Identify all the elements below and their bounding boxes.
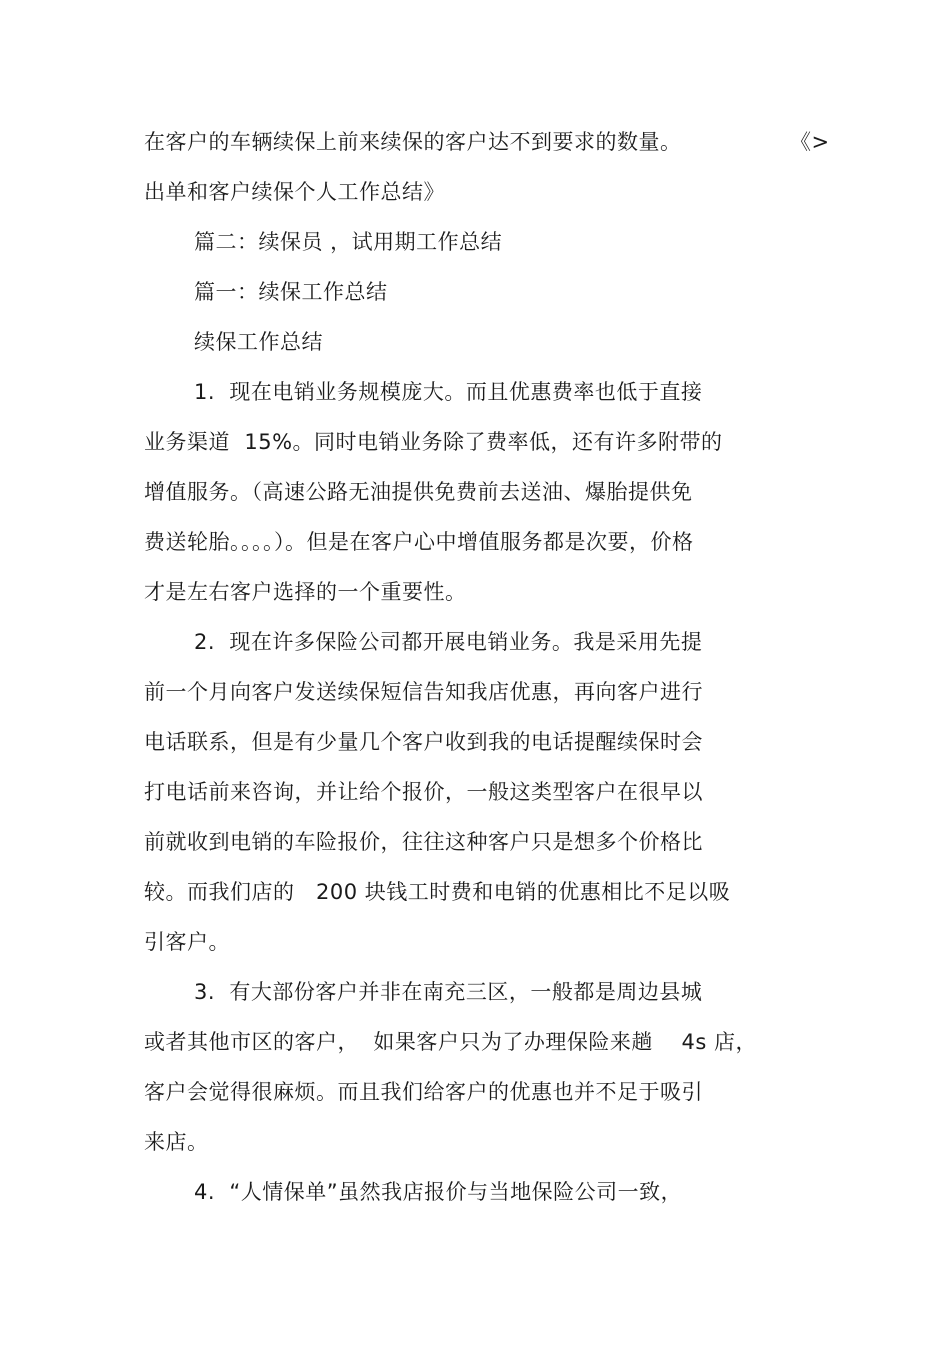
paragraph-line: 或者其他市区的客户， 如果客户只为了办理保险来趟 4s 店， xyxy=(144,1030,758,1054)
paragraph-line: 来店。 xyxy=(144,1130,209,1154)
section-heading: 续保工作总结 xyxy=(194,330,323,354)
section-heading: 篇一：续保工作总结 xyxy=(194,280,388,304)
text-line: 出单和客户续保个人工作总结》 xyxy=(144,180,445,204)
paragraph-line: 客户会觉得很麻烦。而且我们给客户的优惠也并不足于吸引 xyxy=(144,1080,703,1104)
paragraph-line: 增值服务。（高速公路无油提供免费前去送油、爆胎提供免 xyxy=(144,480,693,504)
paragraph-line: 电话联系，但是有少量几个客户收到我的电话提醒续保时会 xyxy=(144,730,703,754)
paragraph-line: 业务渠道 15%。同时电销业务除了费率低，还有许多附带的 xyxy=(144,430,723,454)
text-line: 在客户的车辆续保上前来续保的客户达不到要求的数量。 xyxy=(144,130,682,154)
paragraph-line: 4. “人情保单”虽然我店报价与当地保险公司一致， xyxy=(194,1180,683,1204)
paragraph-line: 3. 有大部份客户并非在南充三区，一般都是周边县城 xyxy=(194,980,703,1004)
paragraph-line: 1. 现在电销业务规模庞大。而且优惠费率也低于直接 xyxy=(194,380,703,404)
paragraph-line: 前就收到电销的车险报价，往往这种客户只是想多个价格比 xyxy=(144,830,703,854)
paragraph-line: 较。而我们店的 200 块钱工时费和电销的优惠相比不足以吸 xyxy=(144,880,731,904)
paragraph-line: 打电话前来咨询，并让给个报价，一般这类型客户在很早以 xyxy=(144,780,703,804)
text-line: 《> xyxy=(790,130,830,154)
paragraph-line: 前一个月向客户发送续保短信告知我店优惠，再向客户进行 xyxy=(144,680,703,704)
paragraph-line: 费送轮胎。。。。）。但是在客户心中增值服务都是次要，价格 xyxy=(144,530,694,554)
section-heading: 篇二：续保员 ，试用期工作总结 xyxy=(194,230,503,254)
paragraph-line: 才是左右客户选择的一个重要性。 xyxy=(144,580,467,604)
paragraph-line: 2. 现在许多保险公司都开展电销业务。我是采用先提 xyxy=(194,630,703,654)
paragraph-line: 引客户。 xyxy=(144,930,230,954)
